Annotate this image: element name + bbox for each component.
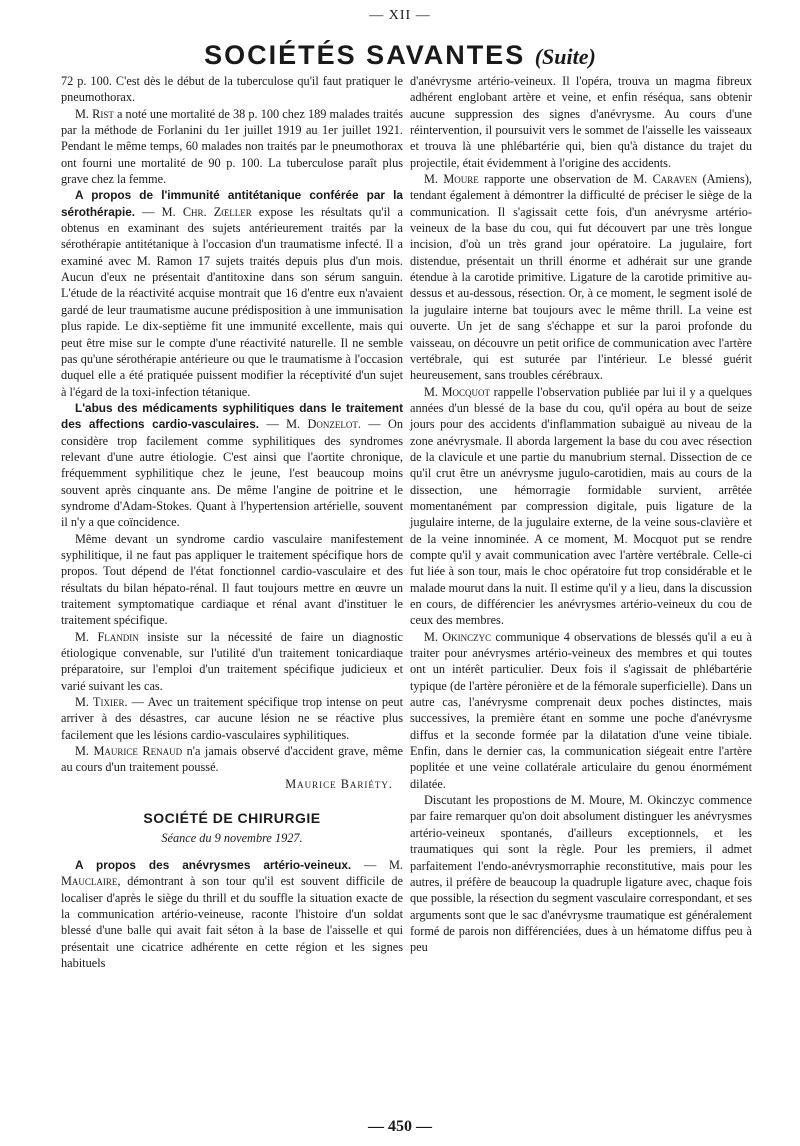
section-heading: A propos des anévrysmes artério-veineux. bbox=[75, 857, 352, 872]
paragraph: M. Moure rapporte une observation de M. Caraven (Amiens), tendant également à démontrer la difficulté de préciser le siège de la communication. Il s'agissait cette fois, d'un anévrysme artério-veineux de la base du cou, qui fut découvert par une très longue incision, d'où un très grand jour opératoire. La jugulaire, fort distendue, présentait un thrill énorme et adhérait sur une grande étendue à la carotide primitive. Ligature de la carotide primitive au-dessus et au-dessous, résection. Or, à ce moment, le segment isolé de la jugulaire interne bat toujours avec le même thrill. La veine est ouverte. Un jet de sang s'échappe et sur la paroi profonde du vaisseau, on découvre un petit orifice de communication avec l'artère vertébrale, qui est suturée par l'intérieur. Le blessé guérit heureusement, sans troubles cérébraux. bbox=[410, 172, 753, 383]
running-head-suffix: (Suite) bbox=[534, 44, 596, 69]
section-heading: L'abus des médicaments syphilitiques dans le traitement des affections cardio-vasculaires. bbox=[61, 400, 403, 432]
paragraph: M. Maurice Renaud n'a jamais observé d'accident grave, même au cours d'un traitement poussé. bbox=[61, 744, 403, 775]
session-date: Séance du 9 novembre 1927. bbox=[161, 831, 303, 846]
paragraph: M. Tixier. — Avec un traitement spécifique trop intense on peut arriver à des désastres, car aucune lésion ne se réactive plus facilement que les lésions cardio-vasculaires syphilitiques. bbox=[61, 695, 403, 742]
right-column bbox=[410, 73, 752, 956]
paragraph: M. Mocquot rappelle l'observation publiée par lui il y a quelques années d'un blessé de la base du cou, qu'il opéra au bout de seize jours pour des accidents d'inflammation subaiguë au niveau de la zone anévrysmale. Il aborda largement la base du cou avec résection de la clavicule et une partie du manubrium sternal. Dissection de ce qu'il crut être un anévrysme jugulo-carotidien, mais au cours de la dissection, une hémorragie formidable survient, arrêtée momentanément par compression digitale, puis ligature de la jugulaire interne, de la jugulaire externe, de la veine sous-clavière et de la veine innominée. A ce moment, M. Mocquot put se rendre compte qu'il y avait communication avec l'artère vertébrale. Celle-ci fut liée à son tour, mais le choc opératoire fut trop considérable et le malade mourut dans la nuit. Il estime qu'il y a lieu, dans la discussion en cours, de différencier les anévrysmes artério-veineux du cou de ceux des membres. bbox=[410, 384, 752, 628]
author-signature: Maurice Bariéty. bbox=[285, 776, 393, 791]
paragraph: d'anévrysme artério-veineux. Il l'opéra, trouva un magma fibreux adhérent englobant artère et veine, et enfin réséqua, sans obtenir aucune suppression des signes d'anévrysme. Au cours d'une réintervention, il poursuivit vers le sommet de l'aisselle les vaisseaux et trouva là une phlébartérie qui, bien qu'à distance du trajet du projectile, était évidemment à l'origine des accidents. bbox=[410, 74, 752, 170]
left-column bbox=[61, 73, 403, 971]
roman-page-number: — XII — bbox=[369, 8, 431, 23]
paragraph: 72 p. 100. C'est dès le début de la tuberculose qu'il faut pratiquer le pneumothorax. bbox=[61, 74, 403, 105]
running-head-title: SOCIÉTÉS SAVANTES bbox=[204, 40, 526, 70]
paragraph: Discutant les propostions de M. Moure, M. Okinczyc commence par faire remarquer qu'on doit absolument distinguer les anévrysmes artério-veineux spontanés, d'ailleurs exceptionnels, et les traumatiques qui sont la règle. Pour les premiers, il admet parfaitement l'endo-anévrysmorraphie reconstitutive, mais pour les autres, il préfère de beaucoup la quadruple ligature avec, chaque fois que possible, la résection du segment vasculaire correspondant, et ses arguments sont que le sac d'anévrysme traumatique est généralement formé de parois non différenciées, dues à un hématome diffus peu à peu bbox=[410, 793, 752, 955]
paragraph: M. Okinczyc communique 4 observations de blessés qu'il a eu à traiter pour anévrysmes artério-veineux des membres et qui toutes ont un intérêt particulier. Deux fois il s'agissait de phlébartérie typique (de l'artère péronière et de la fémorale superficielle). Dans un autre cas, l'anévrysme comprenait deux poches distinctes, mais successives, la première étant en somme une poche d'anévrysme diffus et la seconde formée par la dilatation d'une veine tibiale. Enfin, dans le dernier cas, la communication siégeait entre l'artère poplitée et une veine collatérale articulaire du genou énormément dilatée. bbox=[410, 629, 752, 791]
paragraph: M. Rist a noté une mortalité de 38 p. 100 chez 189 malades traités par la méthode de Forlanini du 1er juillet 1919 au 1er juillet 1921. Pendant le même temps, 60 malades non traités par le pneumothorax ont fourni une mortalité de 90 p. 100. La tuberculose paraît plus grave chez la femme. bbox=[61, 106, 403, 187]
paragraph: L'abus des médicaments syphilitiques dans le traitement des affections cardio-vasculaires. — M. Donzelot. — On considère trop facilement comme syphilitiques des syndromes relevant d'une autre étiologie. C'est ainsi que l'aortite chronique, fréquemment syphilitique chez le jeune, l'est beaucoup moins souvent après cinquante ans. De même l'angine de poitrine et le syndrome d'Adam-Stokes. Quant à l'hypertension artérielle, souvent il n'y a que coïncidence. bbox=[61, 400, 403, 530]
society-title: SOCIÉTÉ DE CHIRURGIE bbox=[143, 810, 321, 827]
page-number: — 450 — bbox=[368, 1118, 432, 1135]
paragraph: Même devant un syndrome cardio vasculaire manifestement syphilitique, il ne faut pas appliquer le traitement spécifique hors de propos. Tout dépend de l'état fonctionnel cardio-vasculaire et des résultats du bilan hépato-rénal. Il faut toujours mettre en œuvre un traitement symptomatique cardiaque et rénal avant d'instituer le traitement spécifique. bbox=[61, 531, 403, 628]
running-head bbox=[0, 40, 800, 71]
paragraph: M. Flandin insiste sur la nécessité de faire un diagnostic étiologique convenable, sur l'utilité d'un traitement tonicardiaque préparatoire, sur l'emploi d'un traitement spécifique judicieux et varié suivant les cas. bbox=[61, 629, 403, 693]
paragraph: A propos des anévrysmes artério-veineux. — M. Mauclaire, démontrant à son tour qu'il est souvent difficile de localiser d'après le siège du thrill et du souffle la situation exacte de la communication artério-veineuse, raconte l'histoire d'un soldat blessé d'une balle qui avait fait séton à la base de l'aisselle et qui présentait une cicatrice adhérente en cette région et les signes habituels bbox=[61, 857, 403, 970]
paragraph: A propos de l'immunité antitétanique conférée par la sérothérapie. — M. Chr. Zœller expose les résultats qu'il a obtenus en examinant des sujets antérieurement traités par la sérothérapie antitétanique à l'occasion d'un traumatisme infecté. Il a examiné avec M. Ramon 17 sujets traités depuis plus d'un mois. Aucun d'eux ne présentait d'antitoxine dans son sérum sanguin. L'étude de la réactivité acquise montrait que 16 d'entre eux n'avaient gardé de leur traumatisme aucune prédisposition à une immunisation plus rapide. Le dix-septième fit une immunité excellente, mais qui peut être mise sur le compte d'une réactivité naturelle. Il ne semble pas qu'une sérothérapie antérieure ou que le traumatisme à l'occasion duquel elle a été pratiquée puissent modifier la réceptivité d'un sujet à l'égard de la toxi-infection tétanique. bbox=[61, 188, 403, 399]
section-heading: A propos de l'immunité antitétanique conférée par la sérothérapie. bbox=[61, 188, 403, 219]
